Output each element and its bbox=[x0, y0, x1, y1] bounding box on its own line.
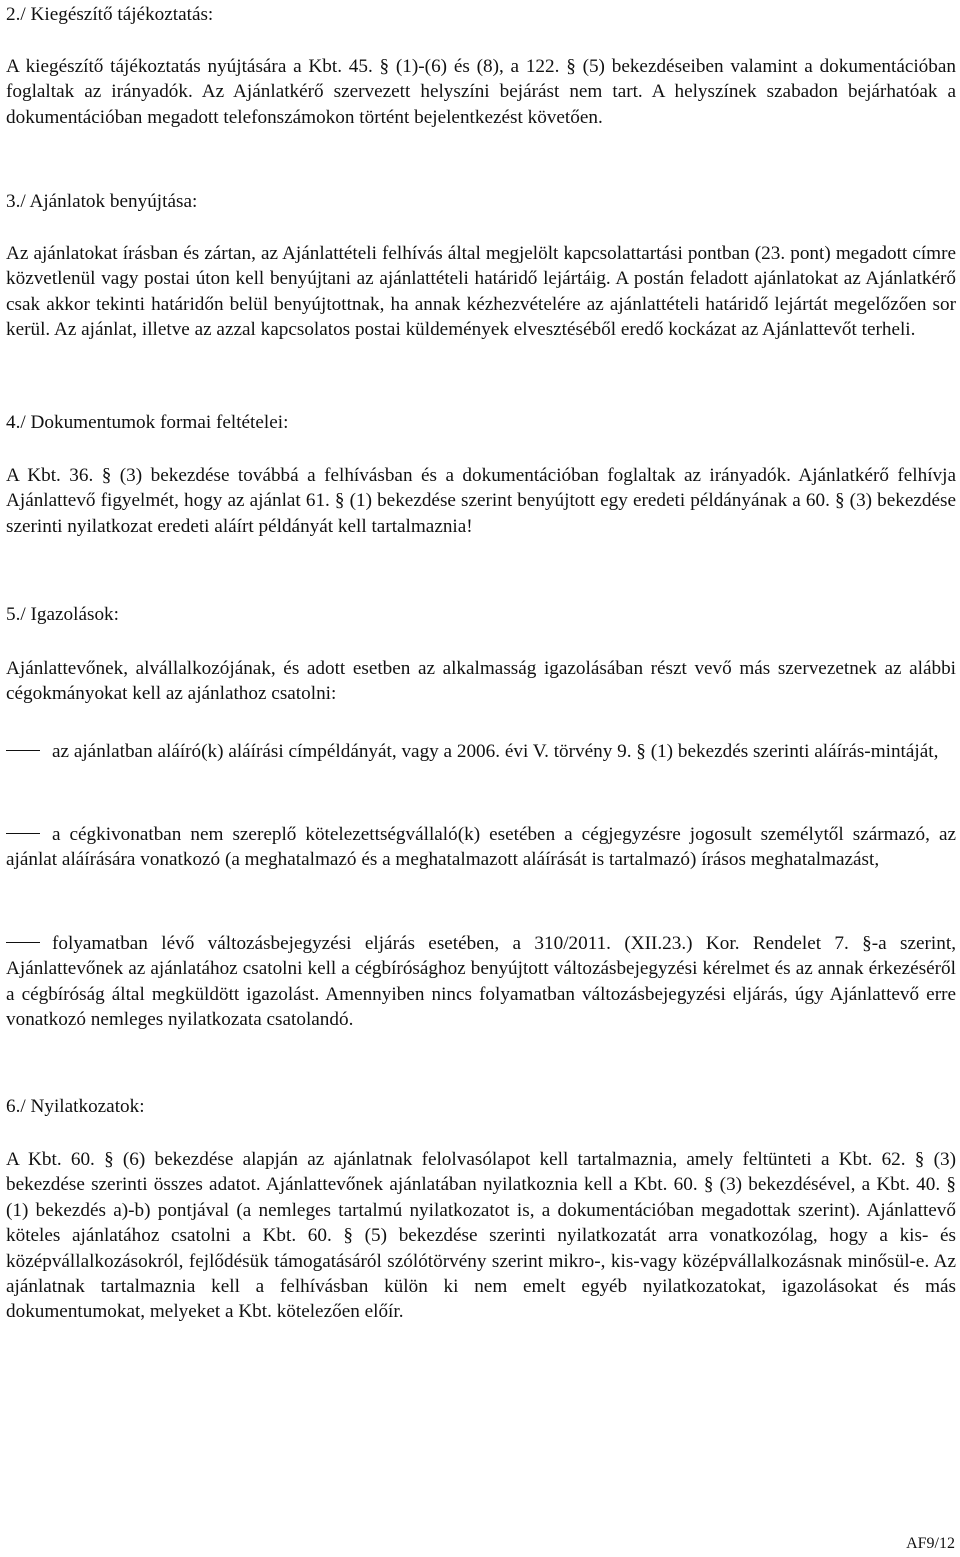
dash-bullet-icon bbox=[6, 833, 40, 835]
section-3-body: Az ajánlatokat írásban és zártan, az Ajánlattételi felhívás által megjelölt kapcsolattartási pontban (23. pont) megadott címre közvetlenül vagy postai úton kell benyújtani az ajánlattételi határidő lejártáig. A postán feladott ajánlatokat az Ajánlatkérő csak akkor tekinti határidőn belül benyújtottnak, ha annak kézhezvételére az ajánlattételi határidő lejártát megelőzően sor kerül. Az ajánlat, illetve az azzal kapcsolatos postai küldemények elvesztéséből eredő kockázat az Ajánlattevőt terheli. bbox=[6, 243, 956, 341]
section-3-body-block bbox=[6, 241, 956, 343]
page-number: AF9/12 bbox=[906, 1535, 955, 1552]
section-2-body: A kiegészítő tájékoztatás nyújtására a Kbt. 45. § (1)-(6) és (8), a 122. § (5) bekezdéseiben valamint a dokumentációban foglaltak az irányadók. Az Ajánlatkérő szervezett helyszíni bejárást nem tart. A helyszínek szabadon bejárhatóak a dokumentációban megadott telefonszámokon történt bejelentkezést követően. bbox=[6, 56, 956, 128]
section-2-heading: 2./ Kiegészítő tájékoztatás: bbox=[6, 4, 214, 25]
dash-bullet-icon bbox=[6, 750, 40, 752]
section-5-item-text: a cégkivonatban nem szereplő kötelezettségvállaló(k) esetében a cégjegyzésre jogosult személytől származó, az ajánlat aláírására vonatkozó (a meghatalmazó és a meghatalmazott aláírását is tartalmazó) írásos meghatalmazást, bbox=[6, 824, 956, 871]
section-5 bbox=[6, 602, 956, 627]
section-3-heading: 3./ Ajánlatok benyújtása: bbox=[6, 191, 198, 212]
section-5-intro: Ajánlattevőnek, alvállalkozójának, és adott esetben az alkalmasság igazolásában részt vevő más szervezetnek az alábbi cégokmányokat kell az ajánlathoz csatolni: bbox=[6, 658, 956, 705]
section-4-body-block bbox=[6, 463, 956, 539]
section-3 bbox=[6, 189, 956, 214]
section-2-body-block bbox=[6, 54, 956, 130]
section-5-item-2 bbox=[6, 822, 956, 873]
section-5-item-3 bbox=[6, 931, 956, 1033]
section-6-body: A Kbt. 60. § (6) bekezdése alapján az ajánlatnak felolvasólapot kell tartalmaznia, amely feltünteti a Kbt. 62. § (3) bekezdése szerinti összes adatot. Ajánlattevőnek ajánlatában nyilatkoznia kell a Kbt. 60. § (3) bekezdésével, a Kbt. 40. § (1) bekezdés a)-b) pontjával (a nemleges tartalmú nyilatkozatot is, a dokumentációban megadottak szerint). Ajánlattevő köteles ajánlatához csatolni a Kbt. 60. § (5) bekezdése szerinti nyilatkozatát arra vonatkozólag, hogy a kis- és középvállalkozásokról, fejlődésük támogatásáról szólótörvény szerint mikro-, kis-vagy középvállalkozásnak minősül-e. Az ajánlatnak tartalmaznia kell a felhívásban külön ki nem emelt egyéb nyilatkozatokat, igazolásokat és más dokumentumokat, melyeket a Kbt. kötelezően előír. bbox=[6, 1149, 956, 1323]
section-5-item-1 bbox=[6, 739, 956, 764]
section-5-heading: 5./ Igazolások: bbox=[6, 604, 119, 625]
section-4-body: A Kbt. 36. § (3) bekezdése továbbá a felhívásban és a dokumentációban foglaltak az irányadók. Ajánlatkérő felhívja Ajánlattevő figyelmét, hogy az ajánlat 61. § (1) bekezdése szerint benyújtott egy eredeti példányának a 60. § (3) bekezdése szerinti nyilatkozat eredeti aláírt példányát kell tartalmaznia! bbox=[6, 465, 956, 537]
section-4 bbox=[6, 410, 956, 435]
section-6-body-block bbox=[6, 1147, 956, 1325]
section-2 bbox=[6, 2, 956, 27]
section-5-item-text: folyamatban lévő változásbejegyzési eljárás esetében, a 310/2011. (XII.23.) Kor. Rendelet 7. §-a szerint, Ajánlattevőnek az ajánlatához csatolni kell a cégbírósághoz benyújtott változásbejegyzési kérelmet és az annak érkezéséről a cégbíróság által megküldött igazolást. Amennyiben nincs folyamatban változásbejegyzési eljárás, úgy Ajánlattevő erre vonatkozó nemleges nyilatkozata csatolandó. bbox=[6, 933, 956, 1031]
section-4-heading: 4./ Dokumentumok formai feltételei: bbox=[6, 412, 289, 433]
section-5-item-text: az ajánlatban aláíró(k) aláírási címpéldányát, vagy a 2006. évi V. törvény 9. § (1) bekezdés szerinti aláírás-mintáját, bbox=[52, 741, 939, 762]
dash-bullet-icon bbox=[6, 942, 40, 944]
section-6 bbox=[6, 1094, 956, 1119]
section-5-intro-block bbox=[6, 656, 956, 707]
section-6-heading: 6./ Nyilatkozatok: bbox=[6, 1096, 145, 1117]
